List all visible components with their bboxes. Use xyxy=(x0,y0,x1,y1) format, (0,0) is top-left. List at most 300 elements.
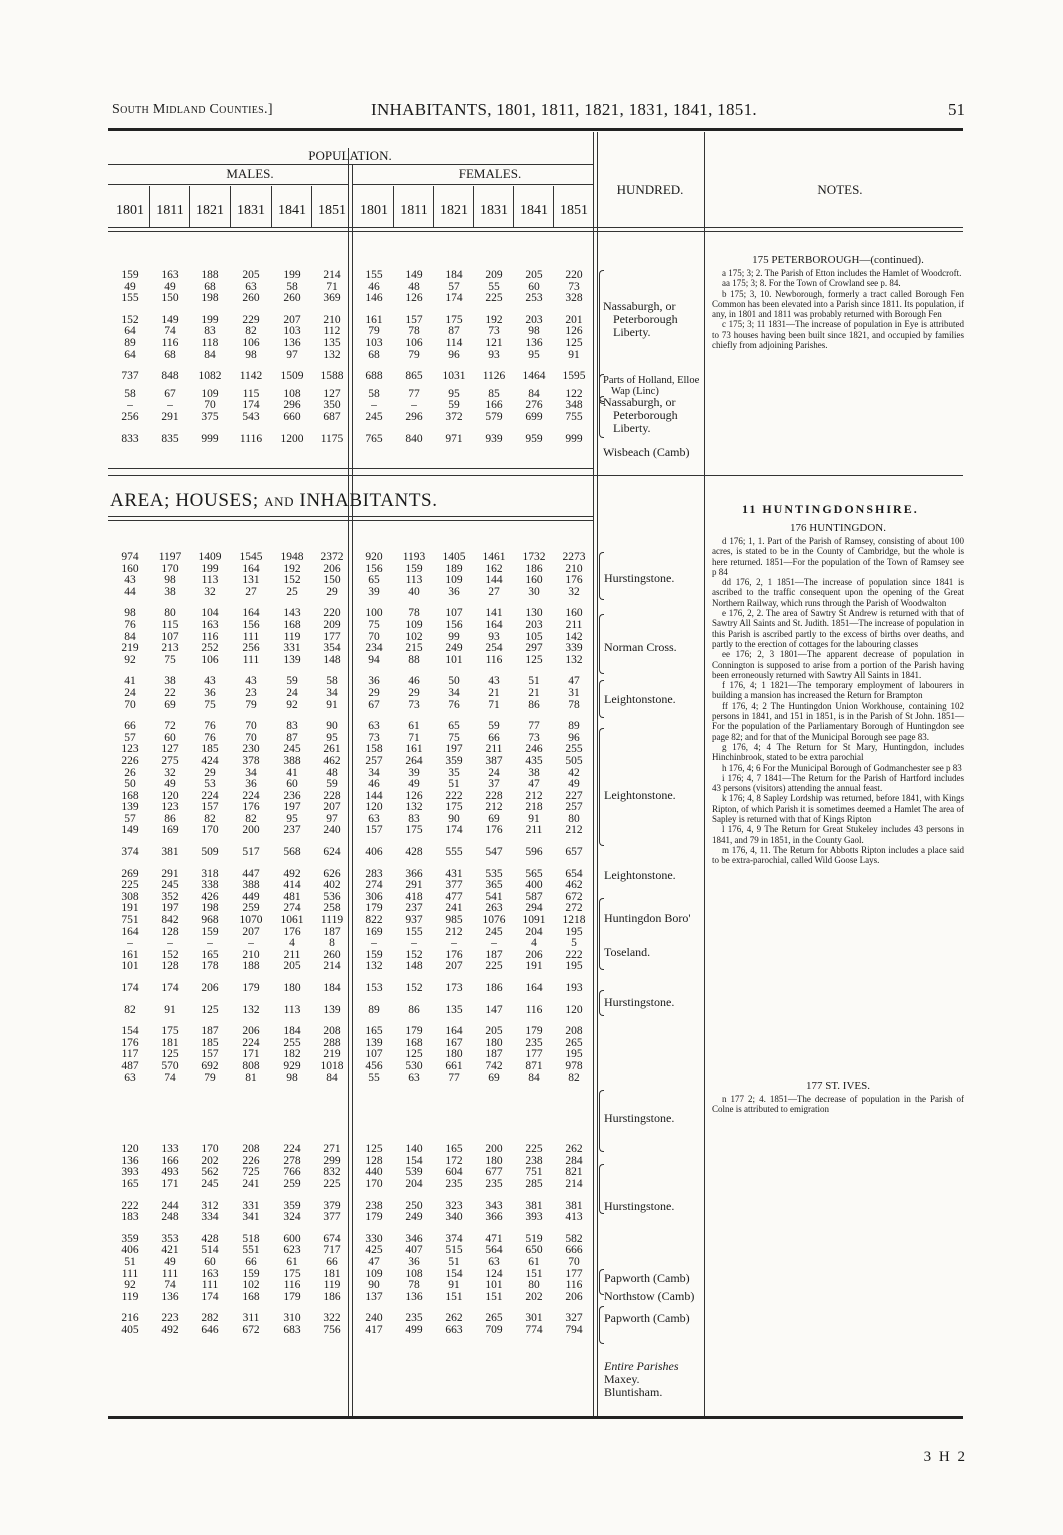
table-cell: 359 xyxy=(283,1199,301,1212)
table-cell: 58 xyxy=(326,675,338,688)
table-cell: 90 xyxy=(448,812,460,825)
table-cell: 245 xyxy=(283,743,301,756)
table-cell: – xyxy=(167,399,173,412)
table-cell: 224 xyxy=(283,1143,301,1156)
table-cell: 180 xyxy=(485,1154,503,1167)
table-cell: 208 xyxy=(323,1025,341,1038)
table-cell: 833 xyxy=(121,432,139,445)
table-cell: 256 xyxy=(121,410,139,423)
table-cell: 84 xyxy=(528,387,540,400)
table-cell: 81 xyxy=(245,1071,257,1084)
table-cell: 245 xyxy=(201,1177,219,1190)
table-cell: 126 xyxy=(405,789,423,802)
table-cell: 157 xyxy=(201,1048,219,1061)
table-cell: 50 xyxy=(124,778,136,791)
table-cell: 535 xyxy=(485,867,503,880)
table-cell: 179 xyxy=(283,1290,301,1303)
table-cell: 104 xyxy=(201,607,219,620)
table-cell: 282 xyxy=(201,1312,219,1325)
table-cell: 284 xyxy=(565,1154,583,1167)
table-cell: 99 xyxy=(448,630,460,643)
hundred-text: Liberty. xyxy=(613,325,651,339)
table-cell: 59 xyxy=(488,720,500,733)
table-cell: 170 xyxy=(365,1177,383,1190)
hundred-papworth-1: Papworth (Camb) xyxy=(604,1271,690,1285)
table-cell: 209 xyxy=(323,618,341,631)
table-cell: 93 xyxy=(488,348,500,361)
table-cell: 61 xyxy=(408,720,420,733)
table-cell: 198 xyxy=(201,902,219,915)
table-cell: 175 xyxy=(161,1025,179,1038)
table-cell: 250 xyxy=(405,1199,423,1212)
table-cell: 96 xyxy=(448,348,460,361)
table-cell: 105 xyxy=(525,630,543,643)
table-cell: 677 xyxy=(485,1166,503,1179)
table-row xyxy=(108,1257,593,1269)
table-cell: 95 xyxy=(326,731,338,744)
table-cell: 148 xyxy=(323,653,341,666)
table-cell: 218 xyxy=(525,801,543,814)
table-cell: 125 xyxy=(365,1143,383,1156)
table-cell: 974 xyxy=(121,551,139,563)
table-cell: 1595 xyxy=(562,370,586,383)
table-cell: 91 xyxy=(568,348,580,361)
table-cell: 98 xyxy=(124,607,136,620)
table-cell: 78 xyxy=(408,1279,420,1292)
hundred-hurstingstone-4: Hurstingstone. xyxy=(604,1199,675,1213)
table-cell: 60 xyxy=(204,1255,216,1268)
table-cell: 278 xyxy=(283,1154,301,1167)
table-cell: 69 xyxy=(488,1071,500,1084)
table-cell: 197 xyxy=(283,801,301,814)
table-cell: 70 xyxy=(124,698,136,711)
table-cell: 1193 xyxy=(402,551,426,563)
table-cell: 865 xyxy=(405,370,423,383)
table-cell: 204 xyxy=(525,925,543,938)
rule xyxy=(353,184,593,185)
table-cell: 178 xyxy=(201,960,219,973)
table-cell: 165 xyxy=(365,1025,383,1038)
table-cell: 185 xyxy=(201,1036,219,1049)
table-cell: 118 xyxy=(201,336,219,349)
table-cell: 414 xyxy=(283,879,301,892)
table-cell: 149 xyxy=(405,269,423,281)
hundred-northstow: Northstow (Camb) xyxy=(604,1289,695,1303)
table-cell: – xyxy=(451,937,457,950)
table-row xyxy=(108,903,593,915)
table-cell: 61 xyxy=(286,1255,298,1268)
table-cell: 1461 xyxy=(482,551,506,563)
table-cell: 174 xyxy=(242,399,260,412)
table-cell: 139 xyxy=(283,653,301,666)
table-cell: 339 xyxy=(565,642,583,655)
table-cell: 235 xyxy=(485,1177,503,1190)
table-cell: 205 xyxy=(525,269,543,281)
table-cell: 1031 xyxy=(442,370,466,383)
table-cell: 582 xyxy=(565,1232,583,1245)
table-cell: 128 xyxy=(161,960,179,973)
table-cell: 604 xyxy=(445,1166,463,1179)
signature-mark: 3 H 2 xyxy=(923,1449,967,1465)
table-cell: 340 xyxy=(445,1211,463,1224)
table-cell: 59 xyxy=(326,778,338,791)
year-1831: 1831 xyxy=(480,203,508,218)
year-1801: 1801 xyxy=(360,203,388,218)
table-cell: 237 xyxy=(283,824,301,837)
table-cell: 374 xyxy=(445,1232,463,1245)
table-cell: 176 xyxy=(445,948,463,961)
table-cell: 102 xyxy=(242,1279,260,1292)
rule xyxy=(149,186,150,228)
table-cell: 208 xyxy=(565,1025,583,1038)
table-row xyxy=(108,676,593,688)
table-row xyxy=(108,1201,593,1213)
table-cell: 95 xyxy=(286,812,298,825)
section-title xyxy=(110,490,438,512)
table-cell: 38 xyxy=(164,585,176,598)
table-cell: 330 xyxy=(365,1232,383,1245)
note-paragraph: ee 176; 2, 3 1801—The apparent decrease of population in Connington is supposed to arise from a portion of the Parish having been erroneously returned with Sawtry All Saints in 1841. xyxy=(712,649,964,680)
table-cell: – xyxy=(371,937,377,950)
table-cell: 101 xyxy=(445,653,463,666)
table-cell: 4 xyxy=(531,937,537,950)
table-cell: 212 xyxy=(485,801,503,814)
table-cell: 165 xyxy=(201,948,219,961)
note-paragraph: d 176; 1, 1. Part of the Parish of Ramsey, consisting of about 100 acres, is stated to be in the County of Cambridge, but the whole is here returned. 1851—For the population of the Town of Ramsey see p 84 xyxy=(712,536,964,577)
table-cell: 132 xyxy=(405,801,423,814)
table-cell: 234 xyxy=(365,642,383,655)
table-cell: 170 xyxy=(201,1143,219,1156)
hundred-nassaburgh-2 xyxy=(603,396,678,435)
table-cell: 112 xyxy=(323,325,341,338)
header-rule xyxy=(108,128,963,131)
table-cell: 393 xyxy=(525,1211,543,1224)
table-cell: 136 xyxy=(405,1290,423,1303)
table-cell: 244 xyxy=(161,1199,179,1212)
table-cell: 212 xyxy=(565,824,583,837)
notes-title-177: 177 ST. IVES. xyxy=(806,1080,870,1092)
table-cell: 150 xyxy=(323,574,341,587)
row-gap xyxy=(108,859,593,869)
table-cell: 39 xyxy=(368,585,380,598)
table-cell: 203 xyxy=(525,618,543,631)
table-cell: 674 xyxy=(323,1232,341,1245)
table-cell: 199 xyxy=(201,313,219,326)
table-cell: 539 xyxy=(405,1166,423,1179)
table-cell: 245 xyxy=(365,410,383,423)
table-cell: 742 xyxy=(485,1059,503,1072)
table-row xyxy=(108,632,593,644)
table-cell: 169 xyxy=(365,925,383,938)
table-cell: 477 xyxy=(445,890,463,903)
table-cell: 152 xyxy=(405,982,423,994)
table-row xyxy=(108,938,593,950)
table-cell: 1091 xyxy=(522,914,546,927)
table-cell: 176 xyxy=(121,1036,139,1049)
table-cell: 116 xyxy=(283,1279,301,1292)
table-cell: 499 xyxy=(405,1323,423,1336)
table-cell: 774 xyxy=(525,1323,543,1336)
table-cell: 751 xyxy=(121,914,139,927)
table-cell: 132 xyxy=(242,1003,260,1016)
table-cell: 175 xyxy=(445,313,463,326)
table-row xyxy=(108,1269,593,1281)
notes-heading: NOTES. xyxy=(817,182,863,197)
notes-title-175: 175 PETERBOROUGH—(continued). xyxy=(752,254,924,266)
table-cell: 375 xyxy=(201,410,219,423)
table-cell: 308 xyxy=(121,890,139,903)
table-cell: 169 xyxy=(161,824,179,837)
table-cell: 650 xyxy=(525,1244,543,1257)
table-cell: 968 xyxy=(201,914,219,927)
table-cell: 215 xyxy=(405,642,423,655)
table-cell: 181 xyxy=(323,1267,341,1280)
hundred-nassaburgh-1 xyxy=(603,300,678,339)
table-cell: 187 xyxy=(485,1048,503,1061)
table-cell: 205 xyxy=(283,960,301,973)
table-cell: 180 xyxy=(485,1036,503,1049)
table-cell: 381 xyxy=(525,1199,543,1212)
table-row xyxy=(108,1061,593,1073)
table-cell: 152 xyxy=(405,948,423,961)
table-cell: 257 xyxy=(365,754,383,767)
table-cell: 70 xyxy=(245,720,257,733)
table-cell: 108 xyxy=(283,387,301,400)
table-cell: 579 xyxy=(485,410,503,423)
table-row xyxy=(108,350,593,362)
table-cell: 238 xyxy=(525,1154,543,1167)
table-cell: 350 xyxy=(323,399,341,412)
table-row xyxy=(108,1292,593,1304)
table-cell: 48 xyxy=(326,766,338,779)
table-cell: 73 xyxy=(488,325,500,338)
table-cell: 626 xyxy=(323,867,341,880)
table-cell: 92 xyxy=(124,1279,136,1292)
table-row xyxy=(108,575,593,587)
table-cell: 37 xyxy=(488,778,500,791)
table-cell: 402 xyxy=(323,879,341,892)
table-cell: 755 xyxy=(565,410,583,423)
table-cell: 49 xyxy=(164,778,176,791)
table-cell: 140 xyxy=(405,1143,423,1156)
rule xyxy=(393,186,394,228)
table-cell: 75 xyxy=(164,653,176,666)
table-cell: 187 xyxy=(201,1025,219,1038)
table-cell: 214 xyxy=(565,1177,583,1190)
table-cell: 49 xyxy=(164,280,176,293)
table-cell: 661 xyxy=(445,1059,463,1072)
table-cell: 86 xyxy=(408,1003,420,1016)
table-cell: 188 xyxy=(242,960,260,973)
table-cell: 90 xyxy=(368,1279,380,1292)
table-cell: 265 xyxy=(565,1036,583,1049)
table-cell: 481 xyxy=(283,890,301,903)
table-cell: 175 xyxy=(445,801,463,814)
table-cell: 214 xyxy=(323,269,341,281)
table-cell: 92 xyxy=(286,698,298,711)
table-cell: 76 xyxy=(204,720,216,733)
table-cell: 63 xyxy=(245,280,257,293)
table-cell: 89 xyxy=(568,720,580,733)
header-bottom-rule xyxy=(108,227,963,228)
table-cell: 114 xyxy=(445,336,463,349)
table-cell: 156 xyxy=(242,618,260,631)
running-header xyxy=(0,100,1063,124)
table-cell: 794 xyxy=(565,1323,583,1336)
table-cell: 36 xyxy=(368,675,380,688)
table-cell: 1142 xyxy=(239,370,263,383)
table-cell: 822 xyxy=(365,914,383,927)
table-cell: 1119 xyxy=(320,914,344,927)
table-cell: 176 xyxy=(283,925,301,938)
table-cell: 57 xyxy=(448,280,460,293)
table-row xyxy=(108,927,593,939)
table-cell: 63 xyxy=(368,720,380,733)
table-cell: 163 xyxy=(201,1267,219,1280)
note-paragraph: m 176, 4, 11. The Return for Abbotts Ripton includes a place said to be extra-parochial, called Wild Goose Lays. xyxy=(712,844,964,866)
table-cell: 737 xyxy=(121,370,139,383)
table-cell: 259 xyxy=(242,902,260,915)
table-cell: 331 xyxy=(283,642,301,655)
table-cell: 179 xyxy=(365,902,383,915)
table-cell: 160 xyxy=(565,607,583,620)
table-cell: 117 xyxy=(121,1048,139,1061)
table-cell: 377 xyxy=(445,879,463,892)
table-cell: 152 xyxy=(121,313,139,326)
table-cell: 725 xyxy=(242,1166,260,1179)
table-cell: 220 xyxy=(565,269,583,281)
table-cell: 151 xyxy=(445,1290,463,1303)
table-cell: 43 xyxy=(124,574,136,587)
table-cell: 101 xyxy=(485,1279,503,1292)
row-gap xyxy=(108,1336,593,1346)
table-cell: 205 xyxy=(242,269,260,281)
table-cell: 82 xyxy=(124,1003,136,1016)
table-cell: 225 xyxy=(485,960,503,973)
table-cell: 21 xyxy=(528,686,540,699)
notes-177 xyxy=(712,1094,964,1115)
row-gap xyxy=(108,1016,593,1026)
table-cell: 159 xyxy=(405,562,423,575)
table-cell: 68 xyxy=(164,348,176,361)
table-cell: 160 xyxy=(525,574,543,587)
hundred-text: Nassaburgh, or xyxy=(603,395,676,409)
table-row xyxy=(108,791,593,803)
table-cell: 1732 xyxy=(522,551,546,563)
table-cell: 108 xyxy=(405,1267,423,1280)
table-cell: 206 xyxy=(201,982,219,994)
table-cell: 206 xyxy=(323,562,341,575)
table-cell: 116 xyxy=(161,336,179,349)
table-cell: 259 xyxy=(283,1177,301,1190)
table-cell: 185 xyxy=(201,743,219,756)
table-row xyxy=(108,326,593,338)
table-cell: 29 xyxy=(368,686,380,699)
table-cell: 76 xyxy=(448,698,460,711)
table-cell: 106 xyxy=(242,336,260,349)
rule xyxy=(108,468,593,469)
table-cell: 418 xyxy=(405,890,423,903)
table-cell: 32 xyxy=(568,585,580,598)
table-cell: 198 xyxy=(201,292,219,305)
table-cell: 985 xyxy=(445,914,463,927)
table-cell: 69 xyxy=(164,698,176,711)
table-cell: 184 xyxy=(323,982,341,994)
table-cell: 151 xyxy=(525,1267,543,1280)
table-cell: 97 xyxy=(286,348,298,361)
table-cell: 206 xyxy=(565,1290,583,1303)
table-cell: 79 xyxy=(368,325,380,338)
table-cell: 86 xyxy=(164,812,176,825)
table-cell: 246 xyxy=(525,743,543,756)
brace xyxy=(599,898,604,970)
table-cell: 79 xyxy=(204,1071,216,1084)
table-cell: 225 xyxy=(323,1177,341,1190)
table-cell: 168 xyxy=(405,1036,423,1049)
hundred-huntingdon-boro: Huntingdon Boro' xyxy=(604,911,691,925)
table-row xyxy=(108,915,593,927)
table-cell: 1175 xyxy=(320,432,344,445)
table-cell: 168 xyxy=(242,1290,260,1303)
table-cell: 163 xyxy=(201,618,219,631)
table-cell: 166 xyxy=(161,1154,179,1167)
table-cell: 920 xyxy=(365,551,383,563)
table-cell: 73 xyxy=(528,731,540,744)
table-cell: 393 xyxy=(121,1166,139,1179)
table-cell: 113 xyxy=(283,1003,301,1016)
table-cell: 86 xyxy=(528,698,540,711)
table-cell: 202 xyxy=(201,1154,219,1167)
note-paragraph: g 176, 4; 4 The Return for St Mary, Huntingdon, includes Hinchinbrook, stated to be extra parochial xyxy=(712,741,964,763)
table-cell: 83 xyxy=(204,325,216,338)
table-cell: 131 xyxy=(242,574,260,587)
table-cell: 400 xyxy=(525,879,543,892)
bottom-rule xyxy=(108,1416,963,1419)
table-cell: 38 xyxy=(164,675,176,688)
table-cell: 63 xyxy=(368,812,380,825)
table-cell: 47 xyxy=(528,778,540,791)
table-cell: 84 xyxy=(326,1071,338,1084)
table-cell: 29 xyxy=(204,766,216,779)
table-cell: 821 xyxy=(565,1166,583,1179)
table-row xyxy=(108,744,593,756)
table-cell: – xyxy=(127,399,133,412)
table-cell: 34 xyxy=(245,766,257,779)
note-paragraph: f 176, 4; 1 1821—The temporary employment of labourers in building a mansion has increased the Return for Brampton xyxy=(712,680,964,701)
table-cell: 66 xyxy=(488,731,500,744)
hundred-hurstingstone-2: Hurstingstone. xyxy=(604,995,675,1009)
table-cell: 109 xyxy=(201,387,219,400)
table-cell: 187 xyxy=(485,948,503,961)
table-cell: 139 xyxy=(365,1036,383,1049)
table-cell: 46 xyxy=(368,778,380,791)
table-cell: 225 xyxy=(121,879,139,892)
table-cell: 381 xyxy=(161,846,179,859)
table-cell: 366 xyxy=(405,867,423,880)
hundred-entire-parishes xyxy=(604,1360,679,1399)
table-cell: 228 xyxy=(323,789,341,802)
table-cell: 265 xyxy=(485,1312,503,1325)
table-cell: 222 xyxy=(445,789,463,802)
note-paragraph: i 176; 4, 7 1841—The Return for the Parish of Hartford includes 43 persons (visitors) attending the annual feast. xyxy=(712,772,964,794)
hundred-elloe xyxy=(603,375,699,397)
table-cell: 551 xyxy=(242,1244,260,1257)
table-cell: 84 xyxy=(204,348,216,361)
table-row xyxy=(108,756,593,768)
table-cell: – xyxy=(411,937,417,950)
table-cell: 174 xyxy=(161,982,179,994)
table-cell: 180 xyxy=(283,982,301,994)
